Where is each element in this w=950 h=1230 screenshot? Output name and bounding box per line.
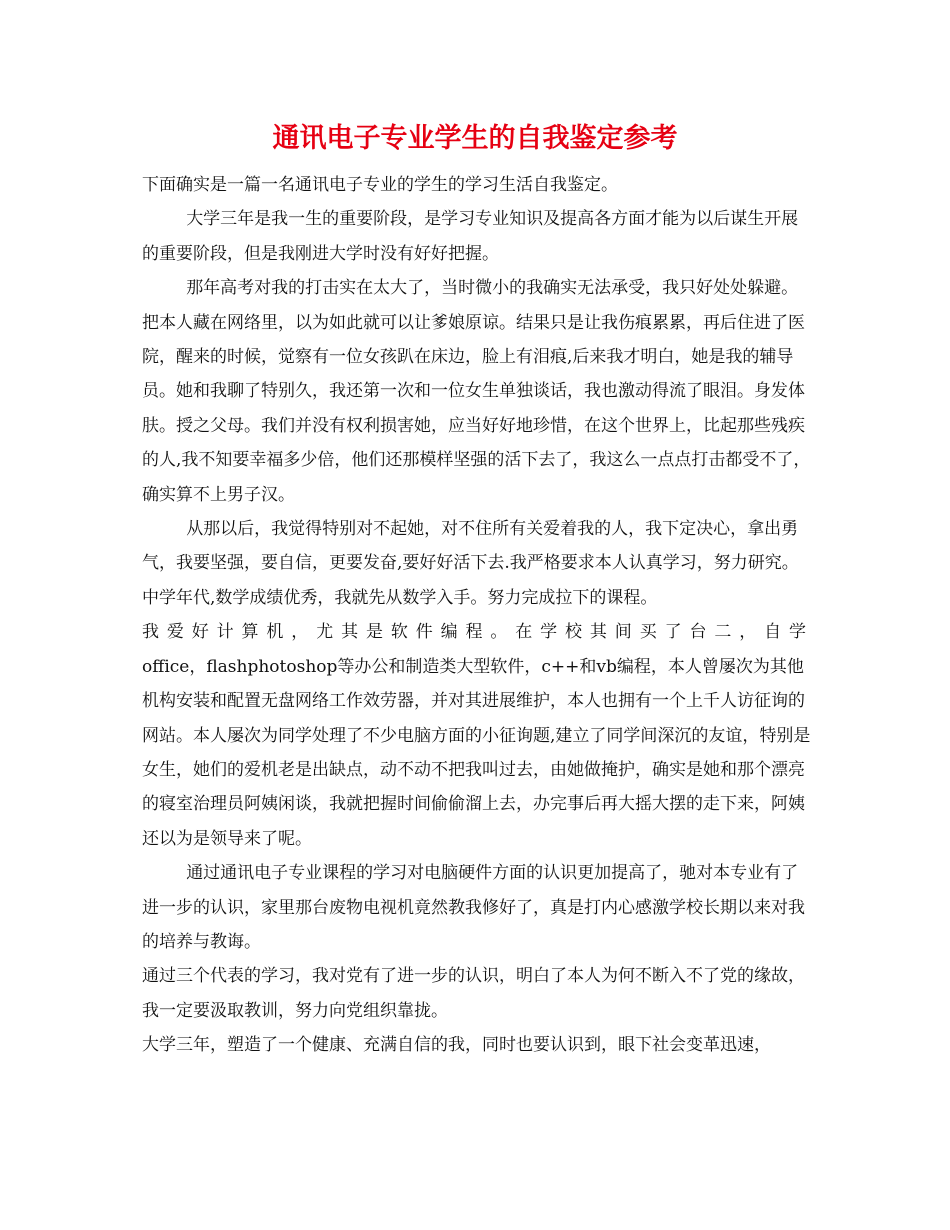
paragraph-exam-setback: 那年高考对我的打击实在太大了，当时微小的我确实无法承受，我只好处处躲避。把本人藏在网络里，以为如此就可以让爹娘原谅。结果只是让我伤痕累累，再后住进了医院，醒来的时候，觉察有一位女孩趴在床边，脸上有泪痕,后来我才明白，她是我的辅导员。她和我聊了特别久，我还第一次和一位女生单独谈话，我也激动得流了眼泪。身发体肤。授之父母。我们并没有权利损害她，应当好好地珍惜，在这个世界上，比起那些残疾的人,我不知要幸福多少倍，他们还那模样坚强的活下去了，我这么一点点打击都受不了，确实算不上男子汉。 [142, 278, 811, 505]
paragraph-summary: 大学三年，塑造了一个健康、充满自信的我，同时也要认识到，眼下社会变革迅速， [142, 1035, 771, 1056]
paragraph-college-years: 大学三年是我一生的重要阶段，是学习专业知识及提高各方面才能为以后谋生开展的重要阶段，但是我刚进大学时没有好好把握。 [142, 209, 799, 264]
paragraph-software-skills: office，flashphotoshop等办公和制造类大型软件，c++和vb编程，本人曾屡次为其他机构安装和配置无盘网络工作效劳器，并对其进展维护，本人也拥有一个上千人访征询的网站。本人屡次为同学处理了不少电脑方面的小征询题,建立了同学间深沉的友谊，特别是女生，她们的爱机老是出缺点，动不动不把我叫过去，由她做掩护，确实是她和那个漂亮的寝室治理员阿姨闲谈，我就把握时间偷偷溜上去，办完事后再大摇大摆的走下来，阿姨还以为是领导来了呢。 [142, 656, 811, 849]
paragraph-computer-hobby: 我爱好计算机，尤其是软件编程。在学校其间买了台二，自学 [142, 622, 812, 643]
document-body [142, 168, 812, 1063]
paragraph-major-courses: 通过通讯电子专业课程的学习对电脑硬件方面的认识更加提高了，驰对本专业有了进一步的认识，家里那台废物电视机竟然教我修好了，真是打内心感激学校长期以来对我的培养与教诲。 [142, 863, 805, 952]
paragraph-party-study: 通过三个代表的学习，我对党有了进一步的认识，明白了本人为何不断入不了党的缘故，我一定要汲取教训，努力向党组织靠拢。 [142, 966, 805, 1021]
document-title: 通讯电子专业学生的自我鉴定参考 [272, 123, 678, 154]
paragraph-resolution: 从那以后，我觉得特别对不起她，对不住所有关爱着我的人，我下定决心，拿出勇气，我要坚强，要自信，更要发奋,要好好活下去.我严格要求本人认真学习，努力研究。中学年代,数学成绩优秀，我就先从数学入手。努力完成拉下的课程。 [142, 519, 799, 608]
paragraph-intro: 下面确实是一篇一名通讯电子专业的学生的学习生活自我鉴定。 [142, 175, 618, 195]
